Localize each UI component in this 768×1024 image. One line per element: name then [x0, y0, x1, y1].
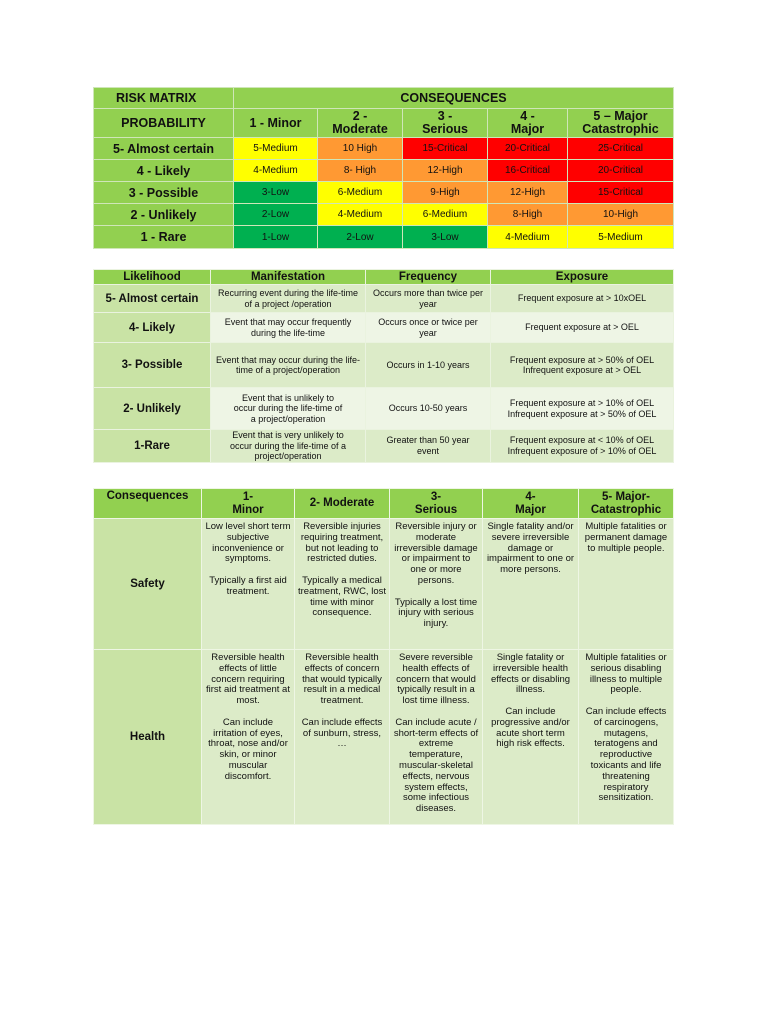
cell-text: Can include effects of sunburn, stress, … [301, 716, 383, 750]
risk-cell: 12-High [488, 182, 568, 204]
column-header: Manifestation [211, 270, 366, 285]
risk-cell: 2-Low [234, 204, 318, 226]
risk-cell: 6-Medium [403, 204, 488, 226]
manifestation-cell: Event that may occur frequently during the life-time [211, 313, 366, 343]
consequences-table [93, 488, 674, 825]
table-row-health [94, 650, 674, 825]
cell-text: Can include effects of carcinogens, mutagens, teratogens and reproductive toxicants and life threatening respiratory sensitization. [585, 705, 667, 804]
risk-cell: 5-Medium [568, 226, 674, 249]
risk-cell: 3-Low [234, 182, 318, 204]
risk-cell: 15-Critical [403, 138, 488, 160]
risk-cell: 8- High [318, 160, 403, 182]
risk-cell: 4-Medium [234, 160, 318, 182]
column-header: 3- Serious [390, 489, 483, 519]
row-label: Safety [94, 519, 202, 650]
frequency-cell: Occurs more than twice per year [366, 285, 491, 313]
probability-header: PROBABILITY [94, 109, 234, 138]
consequences-header: Consequences [94, 489, 202, 519]
manifestation-cell: Recurring event during the life-time of a project /operation [211, 285, 366, 313]
risk-cell: 3-Low [403, 226, 488, 249]
column-header: 3 - Serious [403, 109, 488, 138]
column-header: 4- Major [483, 489, 579, 519]
risk-cell: 2-Low [318, 226, 403, 249]
column-header: Likelihood [94, 270, 211, 285]
row-label: Health [94, 650, 202, 825]
row-label: 5- Almost certain [94, 138, 234, 160]
risk-cell: 15-Critical [568, 182, 674, 204]
risk-cell: 9-High [403, 182, 488, 204]
risk-cell: 6-Medium [318, 182, 403, 204]
cell-text: Multiple fatalities or permanent damage to multiple people. [584, 521, 668, 554]
column-header: 5 – Major Catastrophic [568, 109, 674, 138]
cell-text: Reversible health effects of little concern requiring first aid treatment at most. [206, 652, 290, 707]
consequence-cell [579, 519, 674, 650]
column-header: 5- Major- Catastrophic [579, 489, 674, 519]
cell-text: Can include irritation of eyes, throat, nose and/or skin, or minor muscular discomfort. [208, 716, 288, 782]
frequency-cell: Greater than 50 year event [366, 430, 491, 463]
risk-row [94, 138, 674, 160]
cell-text: Single fatality or irreversible health effects or disabling illness. [490, 652, 571, 696]
consequence-cell [202, 519, 295, 650]
column-header: 4 - Major [488, 109, 568, 138]
table-row [94, 313, 674, 343]
risk-row [94, 182, 674, 204]
risk-cell: 16-Critical [488, 160, 568, 182]
row-label: 2 - Unlikely [94, 204, 234, 226]
row-label: 4- Likely [94, 313, 211, 343]
risk-cell: 5-Medium [234, 138, 318, 160]
exposure-cell: Frequent exposure at > OEL [491, 313, 674, 343]
consequence-cell [390, 650, 483, 825]
cell-text: Single fatality and/or severe irreversible damage or impairment to one or more persons. [486, 521, 575, 576]
risk-cell: 12-High [403, 160, 488, 182]
frequency-cell: Occurs in 1-10 years [366, 343, 491, 388]
consequence-cell [295, 650, 390, 825]
cell-text: Reversible injuries requiring treatment, but not leading to restricted duties. [300, 521, 384, 565]
cell-text: Typically a lost time injury with serious injury. [394, 596, 478, 630]
table-row [94, 285, 674, 313]
manifestation-cell: Event that is very unlikely to occur during the life-time of a project/operation [211, 430, 366, 463]
row-label: 1-Rare [94, 430, 211, 463]
consequence-cell [202, 650, 295, 825]
cell-text: Can include progressive and/or acute short term high risk effects. [491, 705, 570, 750]
table-row [94, 388, 674, 430]
cell-text: Can include acute / short-term effects of extreme temperature, muscular-skeletal effects, nervous system effects, some infectious diseases. [393, 716, 479, 815]
row-label: 1 - Rare [94, 226, 234, 249]
risk-cell: 8-High [488, 204, 568, 226]
column-header: Exposure [491, 270, 674, 285]
exposure-cell: Frequent exposure at > 50% of OEL Infrequent exposure at > OEL [491, 343, 674, 388]
table-row [94, 430, 674, 463]
risk-cell: 4-Medium [318, 204, 403, 226]
row-label: 3- Possible [94, 343, 211, 388]
risk-cell: 1-Low [234, 226, 318, 249]
risk-matrix-table [93, 87, 674, 249]
risk-matrix-title: RISK MATRIX [94, 88, 234, 109]
cell-text: Typically a medical treatment, RWC, lost time with minor consequence. [298, 574, 386, 619]
frequency-cell: Occurs 10-50 years [366, 388, 491, 430]
risk-cell: 25-Critical [568, 138, 674, 160]
cell-text: Severe reversible health effects of concern that would typically result in a lost time illness. [396, 652, 476, 707]
row-label: 5- Almost certain [94, 285, 211, 313]
row-label: 2- Unlikely [94, 388, 211, 430]
header-row [94, 489, 674, 519]
risk-row [94, 160, 674, 182]
risk-cell: 10 High [318, 138, 403, 160]
column-header: Frequency [366, 270, 491, 285]
frequency-cell: Occurs once or twice per year [366, 313, 491, 343]
risk-cell: 20-Critical [568, 160, 674, 182]
cell-text: Typically a first aid treatment. [209, 574, 287, 597]
risk-row [94, 226, 674, 249]
risk-cell: 20-Critical [488, 138, 568, 160]
risk-cell: 4-Medium [488, 226, 568, 249]
risk-row [94, 204, 674, 226]
manifestation-cell: Event that is unlikely to occur during the life-time of a project/operation [211, 388, 366, 430]
cell-text: Low level short term subjective inconvenience or symptoms. [205, 521, 291, 565]
risk-cell: 10-High [568, 204, 674, 226]
column-header: 1 - Minor [234, 109, 318, 138]
cell-text: Multiple fatalities or serious disabling illness to multiple people. [585, 652, 667, 696]
row-label: 3 - Possible [94, 182, 234, 204]
cell-text: Reversible health effects of concern that would typically result in a medical treatment. [302, 652, 382, 707]
consequence-cell [579, 650, 674, 825]
manifestation-cell: Event that may occur during the life-time of a project/operation [211, 343, 366, 388]
exposure-cell: Frequent exposure at > 10xOEL [491, 285, 674, 313]
likelihood-table [93, 269, 674, 463]
consequence-cell [483, 650, 579, 825]
column-header: 2 - Moderate [318, 109, 403, 138]
column-header: 1- Minor [202, 489, 295, 519]
consequence-cell [483, 519, 579, 650]
row-label: 4 - Likely [94, 160, 234, 182]
exposure-cell: Frequent exposure at < 10% of OEL Infrequent exposure of > 10% of OEL [491, 430, 674, 463]
header-row [94, 270, 674, 285]
table-row [94, 343, 674, 388]
table-row-safety [94, 519, 674, 650]
cell-text: Reversible injury or moderate irreversible damage or impairment to one or more persons. [394, 521, 478, 586]
consequence-cell [390, 519, 483, 650]
column-header: 2- Moderate [295, 489, 390, 519]
exposure-cell: Frequent exposure at > 10% of OEL Infrequent exposure at > 50% of OEL [491, 388, 674, 430]
consequence-cell [295, 519, 390, 650]
consequences-header: CONSEQUENCES [234, 88, 674, 109]
